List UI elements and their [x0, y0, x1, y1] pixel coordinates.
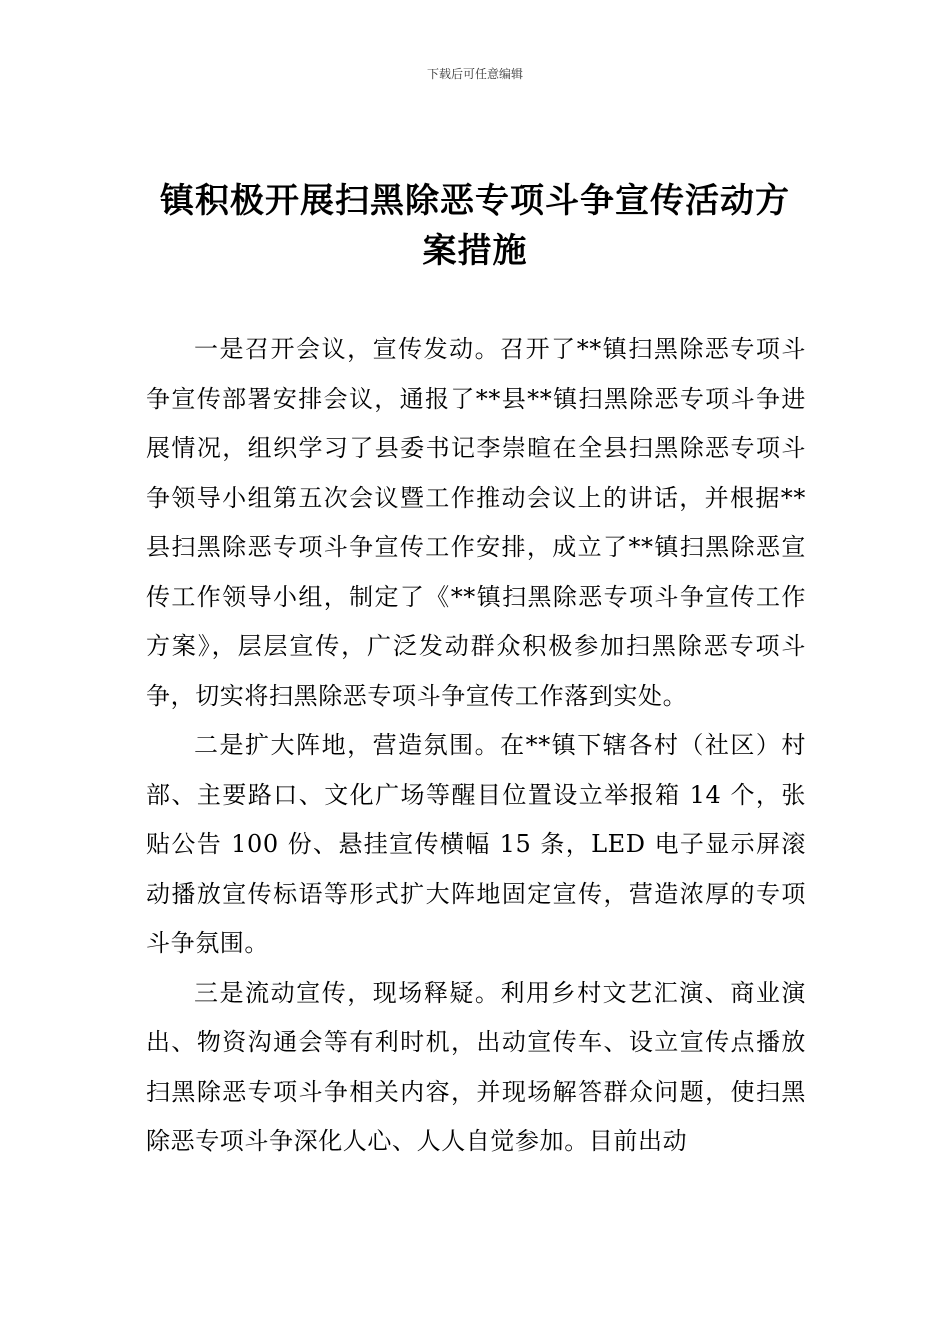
document-title: 镇积极开展扫黑除恶专项斗争宣传活动方案措施 [160, 181, 790, 271]
paragraph-meeting-mobilization: 一是召开会议，宣传发动。召开了**镇扫黑除恶专项斗争宣传部署安排会议，通报了**县**镇扫黑除恶专项斗争进展情况，组织学习了县委书记李崇暄在全县扫黑除恶专项斗争领导小组第五次会议暨工作推动会议上的讲话，并根据**县扫黑除恶专项斗争宣传工作安排，成立了**镇扫黑除恶宣传工作领导小组，制定了《**镇扫黑除恶专项斗争宣传工作方案》，层层宣传，广泛发动群众积极参加扫黑除恶专项斗争，切实将扫黑除恶专项斗争宣传工作落到实处。 [146, 335, 806, 710]
paragraph-mobile-publicity: 三是流动宣传，现场释疑。利用乡村文艺汇演、商业演出、物资沟通会等有利时机，出动宣传车、设立宣传点播放扫黑除恶专项斗争相关内容，并现场解答群众问题，使扫黑除恶专项斗争深化人心、人人自觉参加。目前出动 [146, 978, 806, 1155]
document-body [146, 325, 806, 1167]
header-note: 下载后可任意编辑 [426, 67, 523, 81]
paragraph-expand-positions: 二是扩大阵地，营造氛围。在**镇下辖各村（社区）村部、主要路口、文化广场等醒目位置设立举报箱 14 个，张贴公告 100 份、悬挂宣传横幅 15 条，LED 电子显示屏滚动播放宣传标语等形式扩大阵地固定宣传，营造浓厚的专项斗争氛围。 [146, 731, 806, 957]
